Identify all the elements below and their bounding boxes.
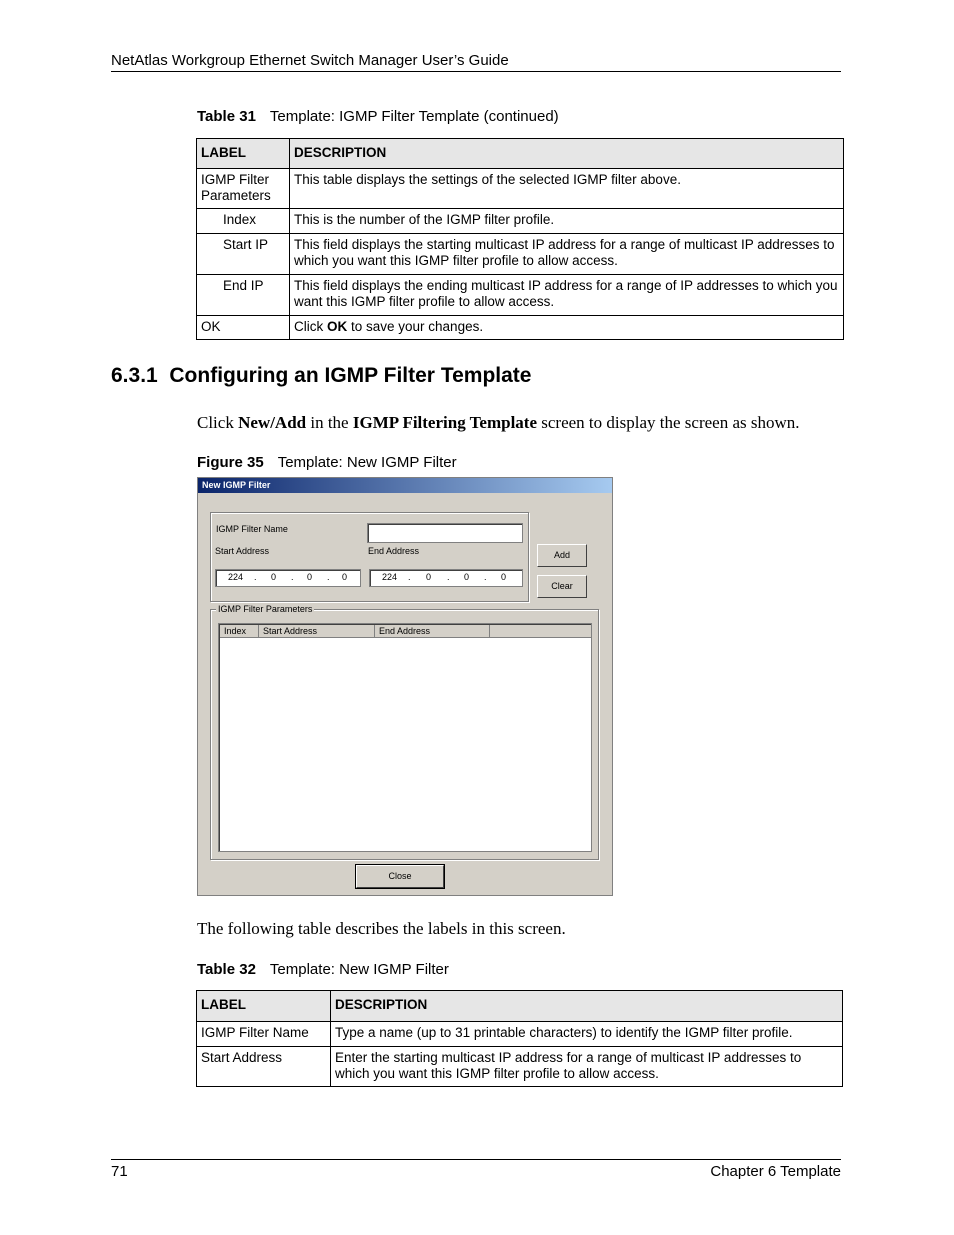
figure35-caption-label: Figure 35 xyxy=(197,454,264,471)
row-description: This field displays the starting multicast IP address for a range of multicast IP addresses to which you want this IGMP filter profile to allow access. xyxy=(290,234,844,275)
row-label: IGMP Filter Parameters xyxy=(197,169,290,209)
column-header-index[interactable]: Index xyxy=(220,625,259,638)
table-row xyxy=(197,1022,843,1047)
ip-dot: . xyxy=(254,572,257,582)
table32-caption-label: Table 32 xyxy=(197,961,256,978)
row-description xyxy=(290,316,844,340)
table32 xyxy=(196,990,843,1087)
ip-dot: . xyxy=(484,572,487,582)
following-paragraph: The following table describes the labels in this screen. xyxy=(197,919,566,938)
bold-text: IGMP Filtering Template xyxy=(352,413,538,432)
table31-caption-text: Template: IGMP Filter Template (continued) xyxy=(269,108,559,125)
page-number: 71 xyxy=(111,1163,128,1180)
desc-text: to save your changes. xyxy=(347,319,484,334)
table32-header-description: DESCRIPTION xyxy=(331,991,843,1022)
column-header-empty xyxy=(490,625,591,638)
table31-caption-label: Table 31 xyxy=(197,108,256,125)
ip-octet: 0 xyxy=(342,572,348,582)
table-row xyxy=(197,234,844,275)
desc-text: Click xyxy=(294,319,327,334)
ip-dot: . xyxy=(327,572,330,582)
table32-caption-text: Template: New IGMP Filter xyxy=(269,961,449,978)
section-title: 6.3.1 Configuring an IGMP Filter Template xyxy=(111,364,532,387)
row-description: Type a name (up to 31 printable characters) to identify the IGMP filter profile. xyxy=(331,1022,843,1047)
table-row xyxy=(197,316,844,340)
intro-paragraph xyxy=(197,413,800,433)
row-label: End IP xyxy=(197,275,290,316)
row-description: This table displays the settings of the selected IGMP filter above. xyxy=(290,169,844,209)
row-description: This field displays the ending multicast IP address for a range of IP addresses to which you want this IGMP filter profile to allow access. xyxy=(290,275,844,316)
table-row xyxy=(197,169,844,209)
ip-dot: . xyxy=(447,572,450,582)
ip-dot: . xyxy=(291,572,294,582)
table-row xyxy=(197,209,844,234)
end-address-input[interactable] xyxy=(369,569,523,587)
dialog-title-bar: New IGMP Filter xyxy=(198,478,612,493)
end-address-label: End Address xyxy=(368,546,420,556)
filter-name-input[interactable] xyxy=(367,523,523,543)
table31-header-label: LABEL xyxy=(197,139,290,169)
chapter-label: Chapter 6 Template xyxy=(710,1163,841,1180)
text: screen to display the screen as shown. xyxy=(537,413,800,432)
add-button[interactable]: Add xyxy=(537,544,587,567)
ip-octet: 0 xyxy=(271,572,277,582)
ip-octet: 0 xyxy=(307,572,313,582)
ip-octet: 0 xyxy=(501,572,507,582)
running-header: NetAtlas Workgroup Ethernet Switch Manager User’s Guide xyxy=(111,52,509,69)
table-row xyxy=(197,275,844,316)
table31 xyxy=(196,138,844,340)
filter-parameters-list[interactable] xyxy=(218,623,592,852)
ip-octet: 0 xyxy=(464,572,470,582)
ip-octet: 224 xyxy=(228,572,244,582)
clear-button[interactable]: Clear xyxy=(537,575,587,598)
ip-octet: 0 xyxy=(426,572,432,582)
row-description: This is the number of the IGMP filter profile. xyxy=(290,209,844,234)
header-rule xyxy=(111,71,841,72)
filter-name-label: IGMP Filter Name xyxy=(216,524,288,534)
text: in the xyxy=(306,413,353,432)
row-description: Enter the starting multicast IP address for a range of multicast IP addresses to which you want this IGMP filter profile to allow access. xyxy=(331,1047,843,1087)
ip-dot: . xyxy=(408,572,411,582)
bold-text: New/Add xyxy=(238,413,307,432)
row-label: OK xyxy=(197,316,290,340)
row-label: Start Address xyxy=(197,1047,331,1087)
table32-caption xyxy=(197,961,449,978)
figure35-caption xyxy=(197,454,457,471)
row-label: IGMP Filter Name xyxy=(197,1022,331,1047)
table32-header-label: LABEL xyxy=(197,991,331,1022)
figure35-caption-text: Template: New IGMP Filter xyxy=(277,454,457,471)
start-address-input[interactable] xyxy=(215,569,361,587)
start-address-label: Start Address xyxy=(215,546,270,556)
ip-octet: 224 xyxy=(382,572,398,582)
row-label: Start IP xyxy=(197,234,290,275)
footer-rule xyxy=(111,1159,841,1160)
table-row xyxy=(197,1047,843,1087)
column-header-start-address[interactable]: Start Address xyxy=(259,625,375,638)
new-igmp-filter-dialog xyxy=(197,477,613,896)
row-label: Index xyxy=(197,209,290,234)
text: Click xyxy=(197,413,239,432)
table31-header-description: DESCRIPTION xyxy=(290,139,844,169)
desc-bold: OK xyxy=(327,319,348,334)
close-button[interactable]: Close xyxy=(356,865,444,888)
column-header-end-address[interactable]: End Address xyxy=(375,625,490,638)
table31-caption xyxy=(197,108,559,125)
filter-parameters-group-label: IGMP Filter Parameters xyxy=(218,604,313,614)
